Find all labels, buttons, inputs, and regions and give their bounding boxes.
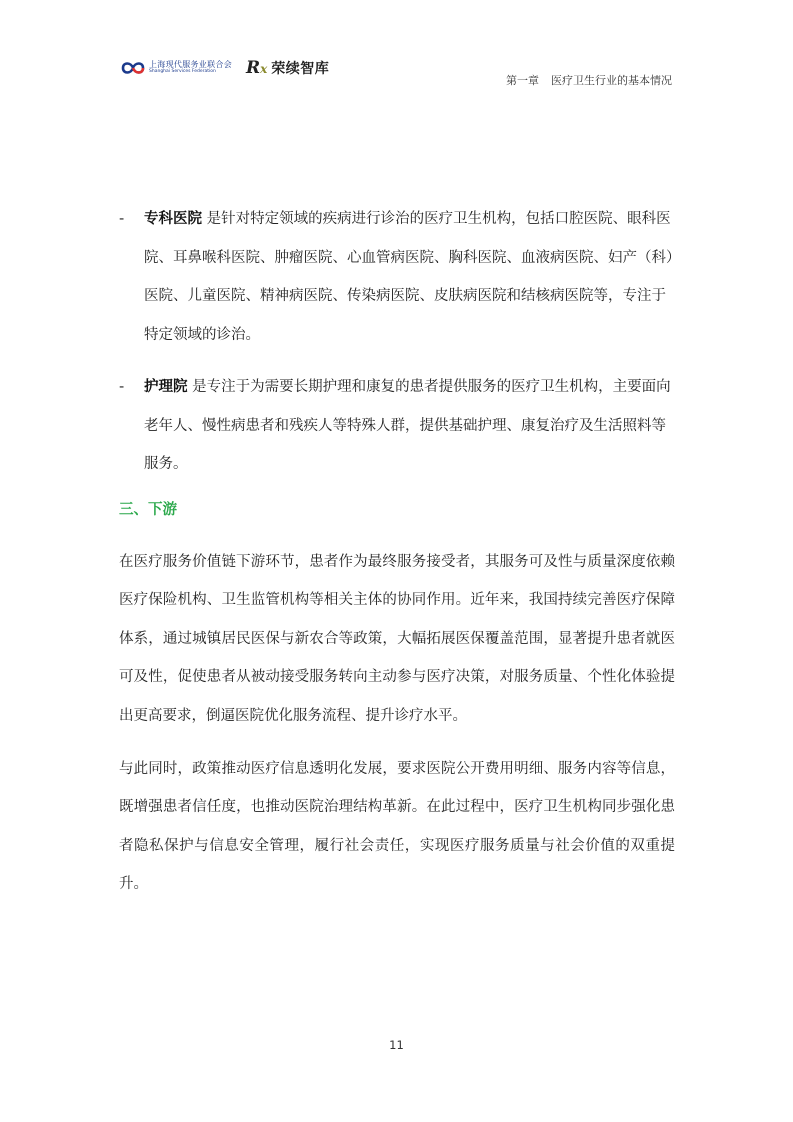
paragraph: 在医疗服务价值链下游环节，患者作为最终服务接受者，其服务可及性与质量深度依赖医疗保险机构、卫生监管机构等相关主体的协同作用。近年来，我国持续完善医疗保障体系，通过城镇居民医保与新农合等政策，大幅拓展医保覆盖范围，显著提升患者就医可及性，促使患者从被动接受服务转向主动参与医疗决策，对服务质量、个性化体验提出更高要求，倒逼医院优化服务流程、提升诊疗水平。 (119, 553, 675, 724)
bullet-term: 专科医院 (144, 211, 202, 227)
bullet-item-specialty-hospital (119, 200, 675, 354)
ssf-logo-name-en: Shanghai Services Federation (149, 69, 216, 75)
bullet-text: 是专注于为需要长期护理和康复的患者提供服务的医疗卫生机构，主要面向老年人、慢性病患者和残疾人等特殊人群，提供基础护理、康复治疗及生活照料等服务。 (144, 379, 671, 472)
ssf-logo-icon (121, 60, 145, 76)
bullet-item-nursing-home (119, 368, 675, 484)
paragraph: 与此同时，政策推动医疗信息透明化发展，要求医院公开费用明细、服务内容等信息，既增强患者信任度，也推动医院治理结构革新。在此过程中，医疗卫生机构同步强化患者隐私保护与信息安全管理，履行社会责任，实现医疗服务质量与社会价值的双重提升。 (119, 760, 675, 892)
page-content (119, 200, 675, 918)
section-title: 三、下游 (119, 501, 177, 518)
ssf-logo-name-cn: 上海现代服务业联合会 (149, 60, 232, 70)
bullet-term: 护理院 (144, 379, 188, 395)
bullet-dash: - (119, 211, 125, 227)
rongxu-logo (246, 58, 329, 78)
rongxu-logo-name: 荣续智库 (271, 61, 330, 77)
bullet-text: 是针对特定领域的疾病进行诊治的医疗卫生机构，包括口腔医院、眼科医院、耳鼻喉科医院、肿瘤医院、心血管病医院、胸科医院、血液病医院、妇产（科）医院、儿童医院、精神病医院、传染病医院、皮肤病医院和结核病医院等，专注于特定领域的诊治。 (144, 211, 674, 343)
chapter-label: 第一章 (506, 74, 539, 87)
page-number: 11 (389, 1038, 404, 1052)
chapter-heading (506, 72, 672, 88)
ssf-logo (121, 60, 232, 76)
page-header (0, 0, 793, 100)
rongxu-logo-mark: Rx (246, 58, 268, 78)
chapter-title: 医疗卫生行业的基本情况 (551, 74, 672, 87)
bullet-dash: - (119, 379, 125, 395)
